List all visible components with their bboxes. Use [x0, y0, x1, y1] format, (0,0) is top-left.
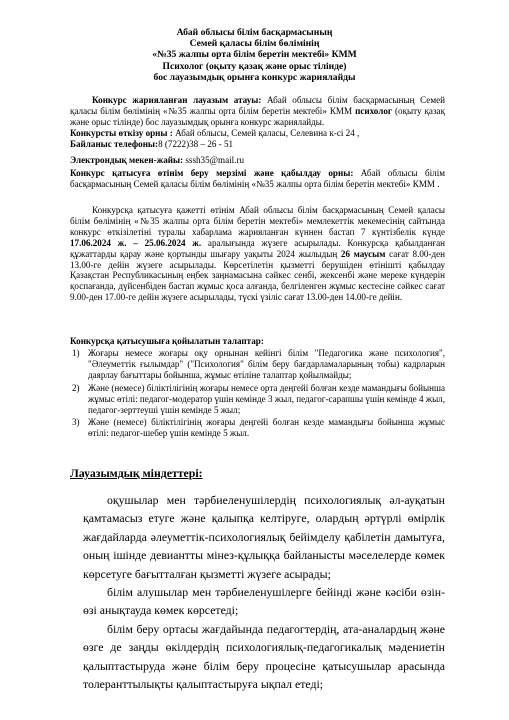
title-line-5: бос лауазымдық орынға конкурс жариялайды — [153, 71, 356, 83]
duties-list — [83, 491, 445, 693]
procedure-date-to: 25.06.2024 ж. — [144, 237, 202, 248]
title-line-2: Семей қаласы білім бөлімінің — [189, 38, 320, 50]
requirement-number: 3) — [72, 417, 80, 428]
email-label: Электрондық мекен-жайы: — [70, 155, 184, 165]
title-line-4: Психолог (оқыту қазақ және орыс тілінде) — [162, 60, 347, 72]
procedure-part-2: аралығында жүзеге асырылады. Конкурсқа қабылданған құжаттарды қарау және қортынды шығару уақыты 2024 жылыдың — [70, 237, 445, 259]
requirement-number: 1) — [72, 348, 80, 358]
venue-text: Абай облысы, Семей қаласы, Селевина к-сі 24 , — [172, 128, 360, 138]
procedure-part-1: Конкурсқа қатысуға қажетті өтінім Абай облысы білім басқармасының Семей қаласы білім бөлімінің «№35 жалпы орта білім беретін мектебі» мемлекеттік мекемесінің сайтында конкурс өткізілетіні туралы хабарлама жарияланған күннен бастап 7 күнтізбелік күнде — [70, 205, 445, 237]
submission-label: Конкурс қатысуға өтінім беру мерзімі және қабылдау орны: — [70, 168, 354, 178]
venue-paragraph — [70, 128, 445, 139]
announcement-title — [60, 27, 449, 83]
position-role: психолог — [355, 105, 393, 116]
requirements-heading: Конкурсқа қатысушыға қойылатын талаптар: — [70, 336, 264, 346]
procedure-dash: – — [126, 237, 145, 248]
procedure-date-from: 17.06.2024 ж. — [70, 237, 127, 248]
requirement-item — [70, 417, 445, 439]
requirement-text: Жоғары немесе жоғары оқу орнынан кейінгі білім "Педагогика және психология", "Әлеуметтік ғылымдар" ("Психология" білім беру бағдарламаларының тобы) кадрларын даярлау бағыттары бойынша, жұмыс өтіліне талаптар қойылмайды; — [88, 348, 445, 380]
duty-paragraph: білім алушылар мен тәрбиеленушілерге бейінді және кәсіби өзін-өзі анықтауда көмек көрсетеді; — [83, 585, 445, 618]
duties-heading: Лауазымдық міндеттері: — [70, 466, 203, 480]
position-paragraph — [70, 95, 445, 128]
email-text: sssh35@mail.ru — [183, 155, 245, 165]
duty-paragraph: оқушылар мен тәрбиеленушілердің психологиялық әл-ауқатын қамтамасыз етуге және қалыпқа келтіруге, олардың әртүрлі өмірлік жағдайларда әлеуметтік-психологиялық бейімделу қабілетін дамытуға, оның ішінде девиантты мінез-құлыққа байланысты мәселелерде көмек көрсетуге бағытталған қызметті жүзеге асырады; — [83, 493, 445, 581]
duty-paragraph: білім беру ортасы жағдайында педагогтердің, ата-аналардың және өзге де заңды өкілдердің психологиялық-педагогикалық мәдениетін қалыптастыруда және білім беру процесіне қатысушылар арасында толеранттылықты қалыптастыруға ықпал етеді; — [83, 621, 445, 692]
title-line-1: Абай облысы білім басқармасының — [176, 27, 333, 38]
requirement-item — [70, 348, 445, 381]
phone-label: Байланыс телефоны: — [70, 139, 159, 149]
phone-paragraph — [70, 139, 445, 150]
position-text-c: (оқыту қазақ және орыс тілінде) бос лауазымдық орынға конкурс жариялайды. — [70, 105, 445, 127]
requirement-item — [70, 383, 445, 416]
procedure-date-result: 26 маусым — [340, 248, 386, 259]
venue-label: Конкурсты өткізу орны : — [70, 128, 173, 138]
position-label: Конкурс жарияланған лауазым атауы: — [92, 95, 262, 105]
submission-text: Абай облысы білім басқармасының Семей қаласы білім бөлімінің «№35 жалпы орта білім беретін мектебі» КММ . — [70, 168, 446, 189]
procedure-part-3: сағат 8.00-ден 13.00-ге дейін жүзеге асырылады. Көрсетілетін қызметті берушіден өтінішті қабылдау Қазақстан Республикасының еңбек заңнамасына сәйкес сенбі, жексенбі және мереке күндерін қоспағанда, дүйсенбіден бастап жұмыс қоса алғанда, белгіленген жұмыс кестесіне сәйкес сағат 9.00-ден 17.00-ге дейін жүзеге асырылады, түскі үзіліс сағат 13.00-ден 14.00-ге дейін. — [70, 248, 445, 303]
requirements-list — [70, 348, 445, 439]
requirement-text: Және (немесе) біліктілігінің жоғары немесе орта деңгейі болған кезде мамандығы бойынша жұмыс өтілі: педагог-модератор үшін кемінде 3 жыл, педагог-сарапшы үшін кемінде 4 жыл, педагог-зерттеуші үшін кемінде 5 жыл; — [88, 382, 445, 415]
phone-text: 8 (7222)38 – 26 - 51 — [158, 139, 234, 149]
requirement-number: 2) — [72, 382, 80, 393]
requirement-text: Және (немесе) біліктілігінің жоғары деңгейі болған кезде мамандығы бойынша жұмыс өтілі: педагог-шебер үшін кемінде 5 жыл. — [88, 417, 445, 439]
email-paragraph — [70, 155, 445, 166]
position-text-a: Абай облысы білім басқармасының Семей қаласы білім бөлімінің «№35 жалпы орта білім беретін мектебі» КММ — [70, 95, 445, 116]
procedure-paragraph — [70, 205, 445, 303]
submission-paragraph — [70, 168, 445, 190]
title-line-3: «№35 жалпы орта білім беретін мектебі» КММ — [152, 49, 357, 61]
